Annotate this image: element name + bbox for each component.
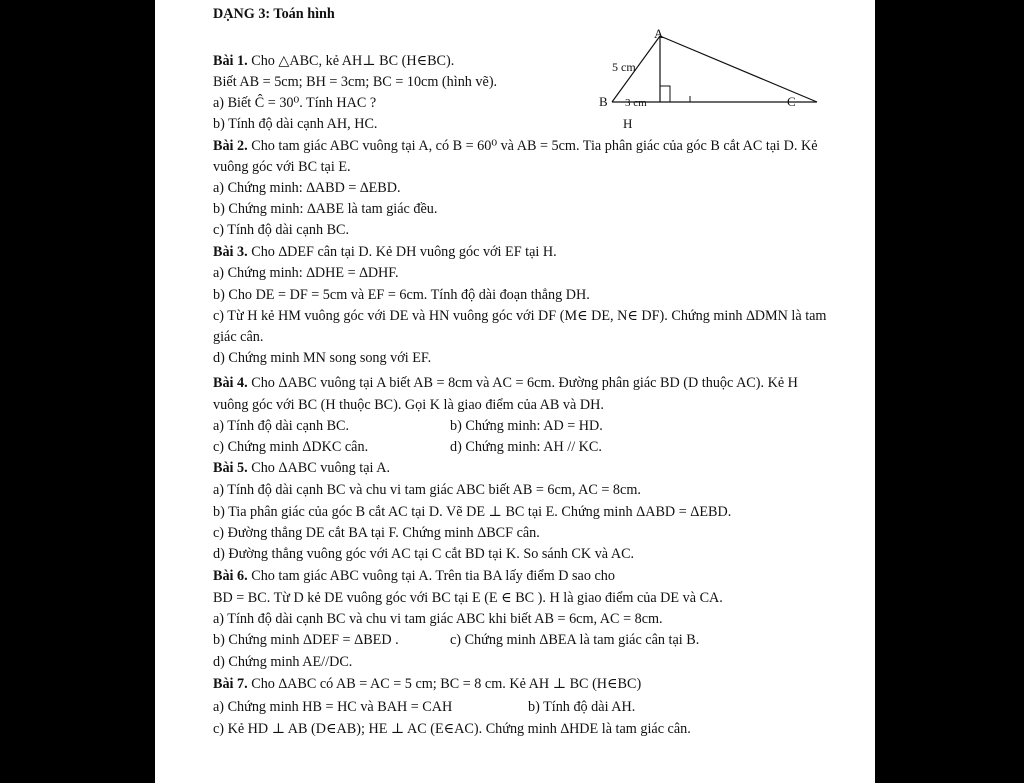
document-page bbox=[155, 0, 875, 783]
problem-4-c: c) Chứng minh ΔDKC cân. bbox=[213, 439, 369, 455]
problem-3-line-2: a) Chứng minh: ∆DHE = ∆DHF. bbox=[213, 265, 399, 281]
problem-1-line-4: b) Tính độ dài cạnh AH, HC. bbox=[213, 116, 378, 132]
problem-3-line-4: c) Từ H kẻ HM vuông góc với DE và HN vuông góc với DF (M∈ DE, N∈ DF). Chứng minh ∆DMN là tam bbox=[213, 308, 827, 324]
vertex-c-label: C bbox=[787, 94, 796, 109]
problem-4-a: a) Tính độ dài cạnh BC. bbox=[213, 418, 350, 434]
problem-3-line-3: b) Cho DE = DF = 5cm và EF = 6cm. Tính độ dài đoạn thẳng DH. bbox=[213, 287, 590, 303]
problem-2-line-3: a) Chứng minh: ∆ABD = ∆EBD. bbox=[213, 180, 401, 196]
right-angle-mark bbox=[660, 86, 670, 102]
length-bh-label: 3 cm bbox=[625, 97, 647, 109]
segment-ac bbox=[660, 36, 817, 102]
problem-7-b: b) Tính độ dài AH. bbox=[528, 699, 636, 715]
problem-2-line-4: b) Chứng minh: ∆ABE là tam giác đều. bbox=[213, 201, 438, 217]
vertex-b-label: B bbox=[599, 94, 608, 109]
problem-5-line-2: a) Tính độ dài cạnh BC và chu vi tam giác ABC biết AB = 6cm, AC = 8cm. bbox=[213, 482, 641, 498]
problem-4-d: d) Chứng minh: AH // KC. bbox=[450, 439, 602, 455]
problem-1-line-2: Biết AB = 5cm; BH = 3cm; BC = 10cm (hình vẽ). bbox=[213, 74, 498, 90]
problem-6-a: a) Tính độ dài cạnh BC và chu vi tam giác ABC khi biết AB = 6cm, AC = 8cm. bbox=[213, 611, 663, 627]
problem-4-line-2: vuông góc với BC (H thuộc BC). Gọi K là giao điểm của AB và DH. bbox=[213, 397, 604, 413]
problem-4-b: b) Chứng minh: AD = HD. bbox=[450, 418, 603, 434]
foot-h-label: H bbox=[623, 116, 633, 131]
problem-5-line-5: d) Đường thẳng vuông góc với AC tại C cắt BD tại K. So sánh CK và AC. bbox=[213, 546, 635, 562]
problem-6-line-1: Bài 6. Cho tam giác ABC vuông tại A. Trên tia BA lấy điểm D sao cho bbox=[213, 568, 615, 584]
page-title: DẠNG 3: Toán hình bbox=[213, 6, 335, 22]
problem-3-line-6: d) Chứng minh MN song song với EF. bbox=[213, 350, 432, 366]
problem-5-line-1: Bài 5. Cho ΔABC vuông tại A. bbox=[213, 460, 391, 476]
problem-2-line-1: Bài 2. Cho tam giác ABC vuông tại A, có B = 60⁰ và AB = 5cm. Tia phân giác của góc B cắt AC tại D. Kẻ bbox=[213, 138, 818, 154]
length-ab-label: 5 cm bbox=[612, 60, 636, 74]
problem-4-line-1: Bài 4. Cho ΔABC vuông tại A biết AB = 8cm và AC = 6cm. Đường phân giác BD (D thuộc AC). Kẻ H bbox=[213, 375, 798, 391]
vertex-a-label: A bbox=[654, 26, 664, 41]
problem-3-line-1: Bài 3. Cho ∆DEF cân tại D. Kẻ DH vuông góc với EF tại H. bbox=[213, 244, 557, 260]
problem-6-d: d) Chứng minh AE//DC. bbox=[213, 654, 353, 670]
problem-5-line-3: b) Tia phân giác của góc B cắt AC tại D. Vẽ DE ⊥ BC tại E. Chứng minh ΔABD = ΔEBD. bbox=[213, 504, 732, 520]
problem-2-line-5: c) Tính độ dài cạnh BC. bbox=[213, 222, 350, 238]
problem-6-c: c) Chứng minh ΔBEA là tam giác cân tại B. bbox=[450, 632, 700, 648]
problem-3-line-5: giác cân. bbox=[213, 329, 264, 345]
problem-7-line-1: Bài 7. Cho ∆ABC có AB = AC = 5 cm; BC = 8 cm. Kẻ AH ⊥ BC (H∈BC) bbox=[213, 676, 642, 692]
problem-1-line-3: a) Biết Ĉ = 30⁰. Tính HAC ? bbox=[213, 95, 377, 111]
problem-7-c: c) Kẻ HD ⊥ AB (D∈AB); HE ⊥ AC (E∈AC). Chứng minh ∆HDE là tam giác cân. bbox=[213, 721, 691, 737]
problem-6-b: b) Chứng minh ΔDEF = ΔBED . bbox=[213, 632, 399, 648]
problem-1-line-1: Bài 1. Cho △ABC, kẻ AH⊥ BC (H∈BC). bbox=[213, 53, 455, 69]
problem-7-a: a) Chứng minh HB = HC và BAH = CAH bbox=[213, 699, 453, 715]
problem-5-line-4: c) Đường thẳng DE cắt BA tại F. Chứng minh ΔBCF cân. bbox=[213, 525, 540, 541]
problem-6-line-2: BD = BC. Từ D kẻ DE vuông góc với BC tại E (E ∈ BC ). H là giao điểm của DE và CA. bbox=[213, 590, 723, 606]
problem-2-line-2: vuông góc với BC tại E. bbox=[213, 159, 351, 175]
